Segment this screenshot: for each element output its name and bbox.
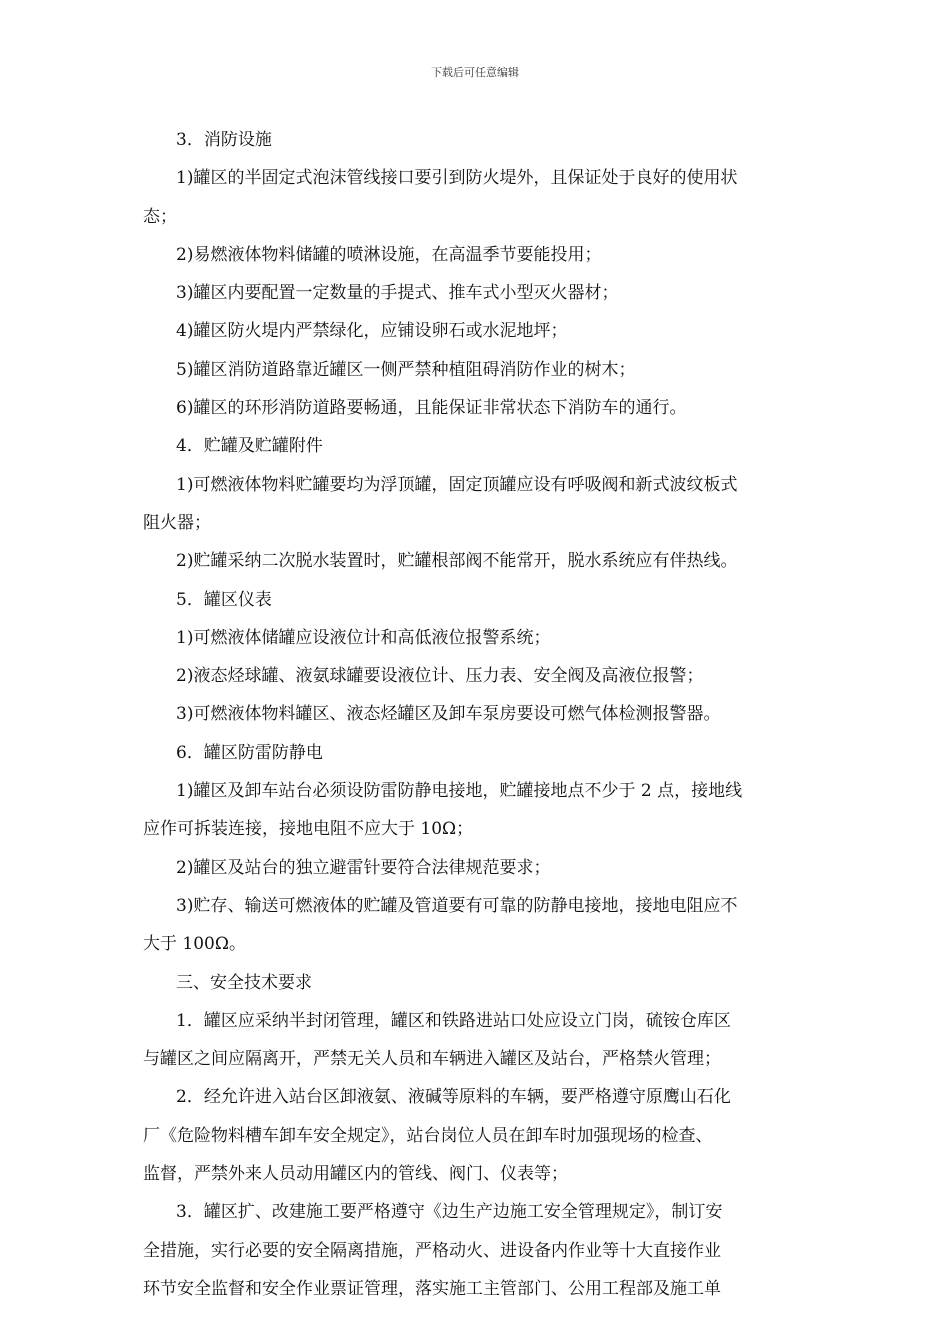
text-line: 1)可燃液体物料贮罐要均为浮顶罐，固定顶罐应设有呼吸阀和新式波纹板式 — [176, 474, 738, 495]
text-line: 环节安全监督和安全作业票证管理，落实施工主管部门、公用工程部及施工单 — [143, 1278, 721, 1299]
text-line: 2)贮罐采纳二次脱水装置时，贮罐根部阀不能常开，脱水系统应有伴热线。 — [176, 551, 738, 572]
text-line: 2．经允许进入站台区卸液氨、液碱等原料的车辆，要严格遵守原鹰山石化 — [176, 1087, 731, 1108]
text-line: 5．罐区仪表 — [176, 589, 272, 610]
text-line: 2)罐区及站台的独立避雷针要符合法律规范要求； — [176, 857, 551, 878]
text-line: 2)液态烃球罐、液氨球罐要设液位计、压力表、安全阀及高液位报警； — [176, 666, 704, 687]
text-line: 全措施，实行必要的安全隔离措施，严格动火、进设备内作业等十大直接作业 — [143, 1240, 721, 1261]
text-line: 6．罐区防雷防静电 — [176, 742, 323, 763]
text-line: 3)可燃液体物料罐区、液态烃罐区及卸车泵房要设可燃气体检测报警器。 — [176, 704, 721, 725]
text-line: 5)罐区消防道路靠近罐区一侧严禁种植阻碍消防作业的树木； — [176, 359, 636, 380]
text-line: 1)可燃液体储罐应设液位计和高低液位报警系统； — [176, 627, 551, 648]
header-note: 下载后可任意编辑 — [431, 66, 519, 79]
text-line: 4)罐区防火堤内严禁绿化，应铺设卵石或水泥地坪； — [176, 321, 568, 342]
text-line: 态； — [143, 206, 177, 227]
text-line: 3)罐区内要配置一定数量的手提式、推车式小型灭火器材； — [176, 283, 619, 304]
text-line: 应作可拆装连接，接地电阻不应大于 10Ω； — [143, 819, 474, 840]
text-line: 4．贮罐及贮罐附件 — [176, 436, 323, 457]
text-line: 监督，严禁外来人员动用罐区内的管线、阀门、仪表等； — [143, 1164, 568, 1185]
text-line: 2)易燃液体物料储罐的喷淋设施，在高温季节要能投用； — [176, 244, 602, 265]
text-line: 大于 100Ω。 — [143, 934, 246, 955]
text-line: 三、安全技术要求 — [176, 972, 312, 993]
text-line: 3．罐区扩、改建施工要严格遵守《边生产边施工安全管理规定》，制订安 — [176, 1202, 723, 1223]
text-line: 与罐区之间应隔离开，严禁无关人员和车辆进入罐区及站台，严格禁火管理； — [143, 1049, 721, 1070]
text-line: 6)罐区的环形消防道路要畅通，且能保证非常状态下消防车的通行。 — [176, 398, 687, 419]
document-body — [143, 121, 806, 1308]
text-line: 1)罐区的半固定式泡沫管线接口要引到防火堤外，且保证处于良好的使用状 — [176, 168, 738, 189]
text-line: 1．罐区应采纳半封闭管理，罐区和铁路进站口处应设立门岗，硫铵仓库区 — [176, 1010, 731, 1031]
text-line: 阻火器； — [143, 512, 211, 533]
text-line: 3)贮存、输送可燃液体的贮罐及管道要有可靠的防静电接地，接地电阻应不 — [176, 895, 738, 916]
text-line: 1)罐区及卸车站台必须设防雷防静电接地，贮罐接地点不少于 2 点，接地线 — [176, 781, 743, 802]
text-line: 3．消防设施 — [176, 130, 272, 150]
text-line: 厂《危险物料槽车卸车安全规定》，站台岗位人员在卸车时加强现场的检查、 — [143, 1125, 713, 1146]
